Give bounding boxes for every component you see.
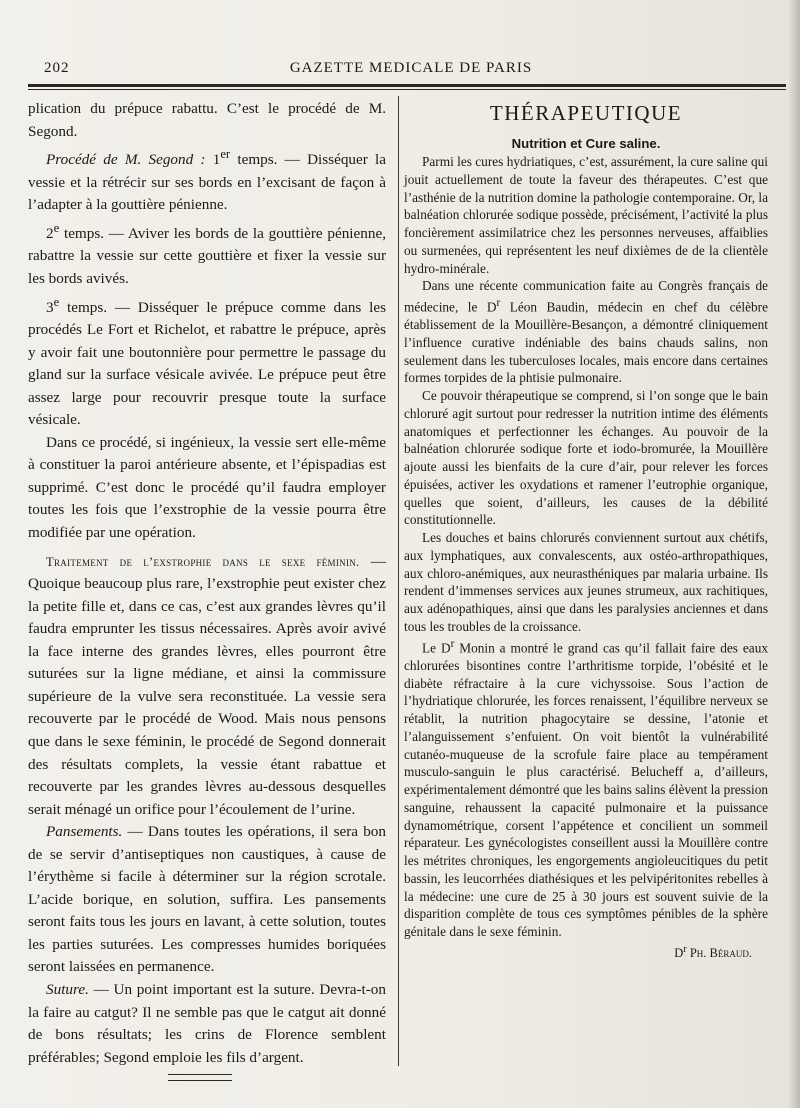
subsection-title: Nutrition et Cure saline. (511, 136, 661, 151)
paragraph: plication du prépuce rabattu. C’est le procédé de M. Segond. (28, 100, 386, 140)
author-signature: $D^r$ Ph. Béraud. (674, 943, 752, 960)
paragraph: Traitement de l’exstrophie dans le sexe féminin. — Quoique beaucoup plus rare, l’exstrophie peut exister chez la petite fille et, dans ce cas, c’est aux grandes lèvres qu’il faudra emprunter les tissus nécessaires. Après avoir avivé la face interne des grandes lèvres, elles pourront être suturées sur la ligne médiane, et ainsi la commissure supérieure de la vulve sera reconstituée. La vessie sera recouverte par le procédé de Wood. Mais nous pensons que dans le sexe féminin, le procédé de Segond donnerait des résultats complets, la vessie étant rabattue et recouverte par les grandes lèvres au-dessous desquelles serait ménagé un orifice pour l’écoulement de l’urine. (28, 552, 387, 818)
right-column (404, 98, 768, 963)
page-header (40, 58, 782, 82)
paragraph: Dans ce procédé, si ingénieux, la vessie sert elle-même à constituer la paroi antérieure absente, et l’épispadias est supprimé. C’est donc le procédé qu’il faudra employer toutes les fois que l’exstrophie de la vessie pourra être modifiée par une opération. (28, 433, 386, 542)
italic-label: Pansements. (46, 823, 123, 841)
paragraph: Pansements. — Dans toutes les opérations, il sera bon de se servir d’antiseptiques non caustiques, à cause de l’érythème si facile à déterminer sur la région scrotale. L’acide borique, en solution, suffira. Les pansements seront faits tous les jours en lavant, à cette solution, toutes les parties suturées. Les compresses humides boriquées seront laissées en permanence. (28, 823, 386, 976)
italic-label: Suture. (46, 980, 89, 998)
left-column (28, 98, 386, 1069)
paragraph: Le $D^r$ Monin a montré le grand cas qu’il fallait faire des eaux chlorurées bisontines contre l’arthritisme torpide, l’obésité et le diabète réfractaire à la cure vichyssoise. Sous l’action de l’hydriatique chlorurée, les forces renaissent, l’équilibre nerveux se rétablit, la nutrition phagocytaire se dessine, l’atonie et l’alanguissement s’enfuient. On voit bientôt la vulnérabilité cutanéo-muqueuse de la scrofule faire place au tempérament musculo-sanguin le plus caractérisé. Belucheff a, d’ailleurs, expérimentalement démontré que les bains salins élèvent la pression sanguine, rehaussent la capacité pulmonaire et la puissance dynamométrique, corsent l’appétence et concilient un sommeil réparateur. Les gynécologistes conseillent aussi la Mouillère contre les métrites chroniques, les engorgements angioleucitiques du petit bassin, les leucorrhées diathésiques et les pelvipéritonites rebelles à la médecine: une cure de 25 à 30 jours est souvent suivie de la disparition complète de tous ces symptômes pénibles de la sphère génitale dans le sexe féminin. (404, 637, 769, 940)
paragraph: Parmi les cures hydriatiques, c’est, assurément, la cure saline qui jouit actuellement de toute la faveur des thérapeutes. C’est que l’asthénie de la nutrition domine la pathologie contemporaine. Or, la balnéation chlorurée sodique possède, précisément, l’activité la plus foncièrement assimilatrice chez les personnes nerveuses, affaiblies ou surmenées, qui représentent les neuf dixièmes de de la clientèle hydro-minérale. (404, 154, 768, 276)
paragraph: 2e temps. — Aviver les bords de la gouttière pénienne, rabattre la vessie sur cette gouttière et fixer la vessie sur les bords avivés. (28, 220, 386, 287)
paragraph: 3e temps. — Disséquer le prépuce comme dans les procédés Le Fort et Richelot, et rabattre le prépuce, après y avoir fait une boutonnière pour permettre le passage du gland sur la surface vésicale avivée. Le prépuce peut être assez large pour recouvrir presque toute la surface vésicale. (28, 294, 386, 429)
end-rule (168, 1074, 232, 1081)
paragraph: Ce pouvoir thérapeutique se comprend, si l’on songe que le bain chloruré agit surtout pour redresser la nutrition intime des éléments anatomiques et perfectionner les échanges. Au pouvoir de la balnéation chlorurée sodique forte et iodo-bromurée, la Mouillère ajoute aussi les bienfaits de la cure d’air, pour relever les forces épuisées, activer les oxydations et ramener l’eutrophie organique, quelles que soient, d’ailleurs, les causes de la débilité constitutionnelle. (404, 388, 768, 528)
header-rule-thin (28, 89, 786, 90)
header-rule (28, 84, 786, 87)
paragraph: Procédé de M. Segond : 1er temps. — Disséquer la vessie et la rétrécir sur ses bords en l’excisant de façon à l’adapter à la gouttière pénienne. (28, 147, 387, 214)
paragraph: Dans une récente communication faite au Congrès français de médecine, le $D^r$ Léon Baudin, médecin en chef du célèbre établissement de la Mouillère-Besançon, a démontré cliniquement l’influence curative indéniable des bains chauds salins, non seulement dans les tuberculoses locales, mais encore dans certaines formes torpides de la phtisie pulmonaire. (404, 278, 768, 386)
section-title: THÉRAPEUTIQUE (489, 101, 683, 125)
page-number: 202 (44, 60, 70, 76)
paragraph: Suture. — Un point important est la suture. Devra-t-on la faire au catgut? Il ne semble pas que le catgut ait donné de bons résultats; les crins de Florence semblent préférables; Segond emploie les fils d’argent. (28, 980, 386, 1066)
section-heading: Traitement de l’exstrophie dans le sexe féminin. (46, 554, 360, 569)
paragraph: Les douches et bains chlorurés conviennent surtout aux chétifs, aux lymphatiques, aux convalescents, aux ostéo-arthropathiques, aux chloro-anémiques, aux neurasthéniques par malaria urbaine. Ils rendent d’immenses services aux jeunes strumeux, aux rachitiques, aux adénopathiques, ainsi que dans les paralysies anciennes et dans tous les troubles de la croissance. (404, 530, 768, 634)
column-divider (398, 96, 399, 1066)
page-edge-shadow (788, 0, 800, 1108)
journal-title: GAZETTE MEDICALE DE PARIS (289, 60, 533, 76)
italic-label: Procédé de M. Segond : (46, 151, 206, 169)
